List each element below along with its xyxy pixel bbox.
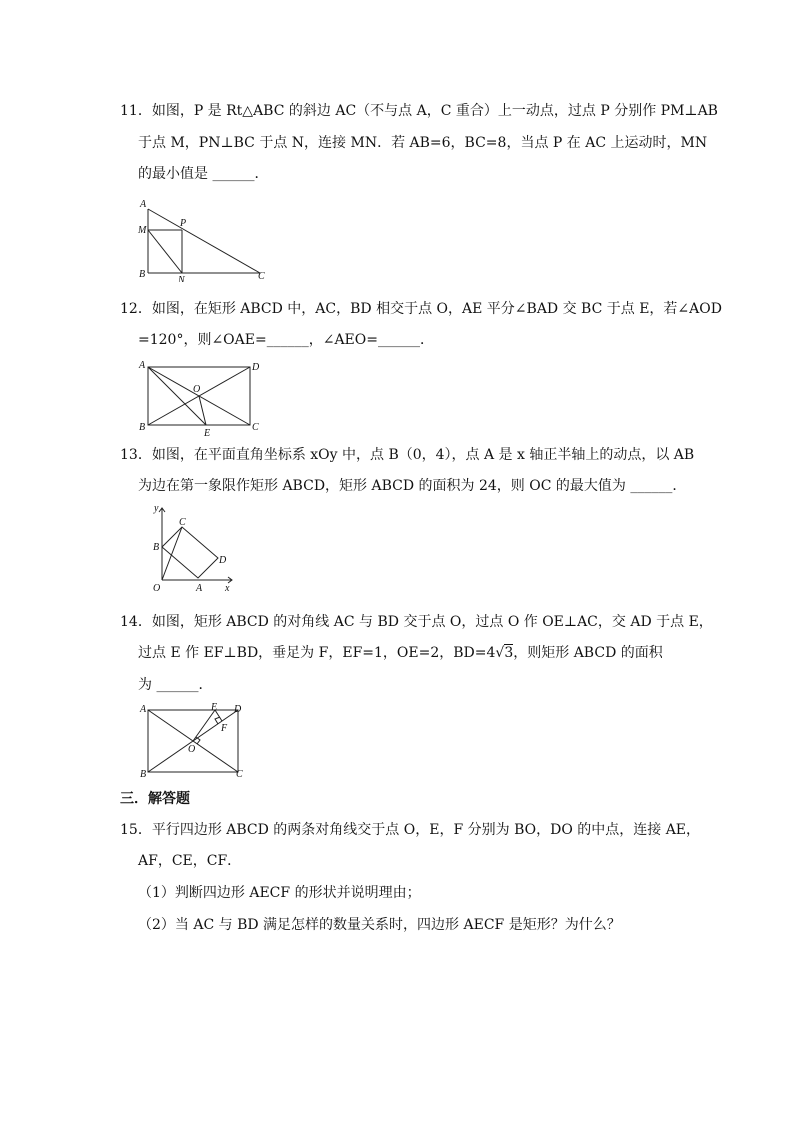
q14-line-3: 为 ______．	[138, 677, 213, 693]
label-C: C	[252, 422, 259, 433]
label-B: B	[139, 422, 146, 433]
q12-line-2: =120°，则∠OAE=______，∠AEO=______．	[138, 332, 434, 348]
label-D: D	[252, 362, 260, 373]
q11-line-3: 的最小值是 ______．	[138, 166, 269, 182]
label-B: B	[140, 769, 147, 780]
label-A: A	[140, 704, 147, 715]
q14-line-2-text-a: 过点 E 作 EF⊥BD，垂足为 F，EF=1，OE=2，BD=4	[138, 645, 496, 661]
segment-OE	[199, 396, 206, 425]
label-B: B	[139, 269, 146, 280]
section-title: 三．解答题	[120, 791, 190, 807]
label-O: O	[153, 583, 161, 594]
label-O: O	[188, 744, 196, 755]
segment-MN	[148, 230, 182, 273]
label-A: A	[196, 583, 203, 594]
label-y: y	[154, 503, 159, 514]
label-A: A	[139, 360, 146, 371]
q15-part-2: （2）当 AC 与 BD 满足怎样的数量关系时，四边形 AECF 是矩形？为什么？	[138, 917, 621, 933]
label-D: D	[234, 704, 242, 715]
q12-line-1: 12．如图，在矩形 ABCD 中，AC，BD 相交于点 O，AE 平分∠BAD 交 BC 于点 E，若∠AOD	[120, 301, 722, 317]
q15-line-2: AF，CE，CF．	[138, 853, 242, 869]
q14-line-1: 14．如图，矩形 ABCD 的对角线 AC 与 BD 交于点 O，过点 O 作 OE⊥AC，交 AD 于点 E，	[120, 614, 713, 630]
label-x: x	[225, 583, 230, 594]
q14-line-2	[138, 644, 663, 662]
q15-part-1: （1）判断四边形 AECF 的形状并说明理由；	[138, 885, 421, 901]
segment-OC	[162, 527, 182, 580]
label-O: O	[193, 384, 201, 395]
q11-line-2: 于点 M，PN⊥BC 于点 N，连接 MN．若 AB=6，BC=8，当点 P 在 AC 上运动时，MN	[138, 135, 708, 151]
sqrt-symbol: √	[495, 645, 505, 661]
label-M: M	[138, 225, 147, 236]
label-A: A	[140, 199, 147, 210]
rectangle-ABCD	[162, 527, 218, 578]
q14-line-2-text-b: ，则矩形 ABCD 的面积	[513, 645, 663, 661]
q12-figure	[134, 355, 264, 440]
q11-line-1: 11．如图，P 是 Rt△ABC 的斜边 AC（不与点 A，C 重合）上一动点，过点 P 分别作 PM⊥AB	[120, 103, 718, 119]
q15-line-1: 15．平行四边形 ABCD 的两条对角线交于点 O，E，F 分别为 BO，DO 的中点，连接 AE，	[120, 822, 701, 838]
label-D: D	[219, 555, 227, 566]
q13-line-2: 为边在第一象限作矩形 ABCD，矩形 ABCD 的面积为 24，则 OC 的最大值为 ______．	[138, 478, 687, 494]
segment-OE	[193, 710, 215, 741]
q14-figure	[134, 700, 254, 782]
label-C: C	[258, 271, 265, 282]
label-N: N	[178, 275, 185, 282]
segment-AC	[148, 209, 260, 273]
q13-figure	[140, 500, 240, 596]
label-F: F	[221, 723, 228, 734]
label-E: E	[211, 702, 218, 713]
label-P: P	[180, 218, 187, 229]
label-C: C	[179, 517, 186, 528]
sqrt-radicand: 3	[504, 645, 514, 661]
label-B: B	[153, 542, 160, 553]
label-E: E	[204, 428, 211, 439]
segment-AE	[148, 367, 206, 425]
q11-figure	[134, 197, 274, 282]
q13-line-1: 13．如图，在平面直角坐标系 xOy 中，点 B（0，4），点 A 是 x 轴正半轴上的动点，以 AB	[120, 447, 695, 463]
label-C: C	[236, 769, 243, 780]
